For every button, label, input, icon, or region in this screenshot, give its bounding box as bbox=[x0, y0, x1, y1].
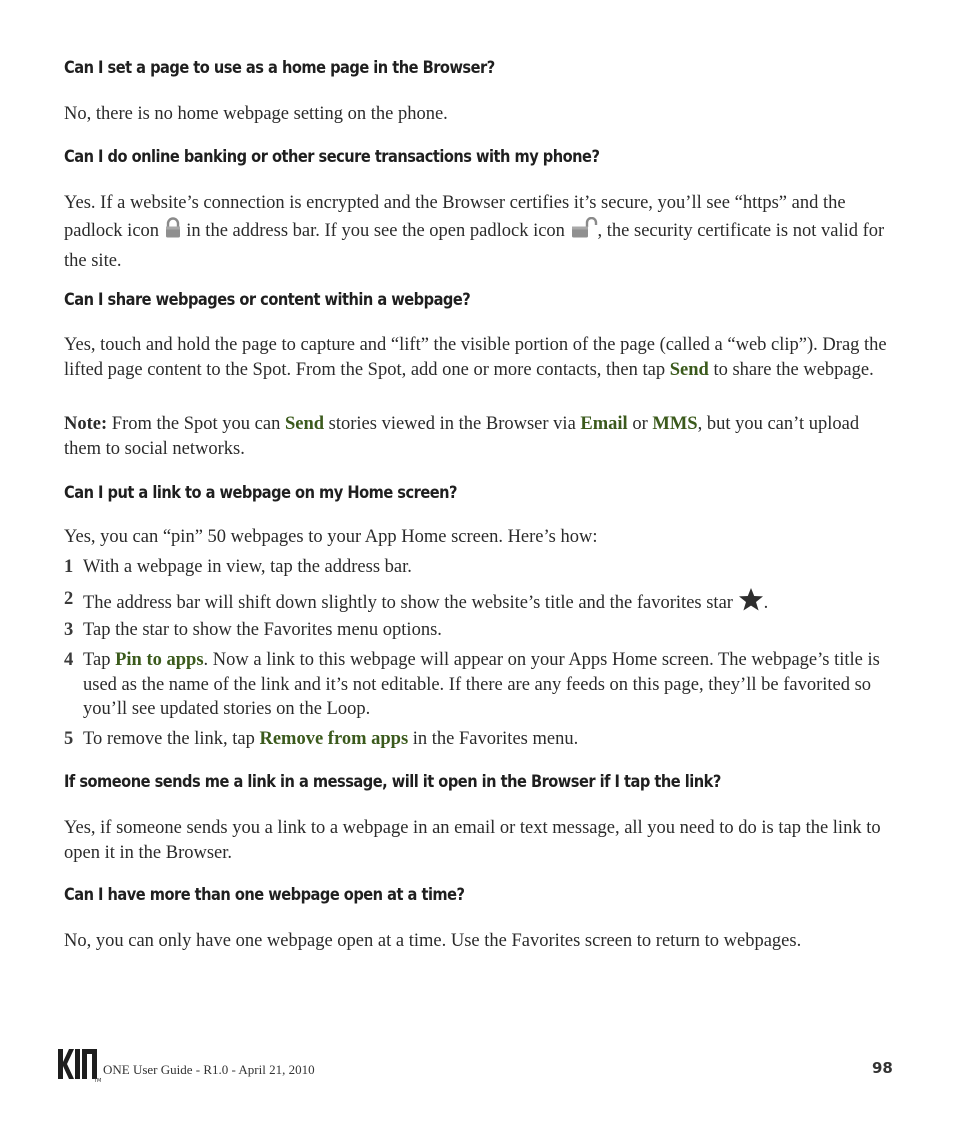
step-3 bbox=[64, 618, 890, 643]
step-text-pre: Tap bbox=[83, 650, 111, 670]
step-text-end: . bbox=[763, 593, 769, 613]
question-secure-transactions: Can I do online banking or other secure transactions with my phone? bbox=[64, 147, 600, 167]
question-home-page: Can I set a page to use as a home page in the Browser? bbox=[64, 58, 495, 78]
answer-message-link: Yes, if someone sends you a link to a webpage in an email or text message, all you need to do is tap the link to open it in the Browser. bbox=[64, 818, 881, 863]
step-2 bbox=[64, 587, 890, 619]
step-number: 5 bbox=[64, 729, 74, 749]
answer-text: to share the webpage. bbox=[713, 359, 874, 380]
step-text-pre: To remove the link, tap bbox=[83, 729, 255, 749]
note-text: or bbox=[632, 414, 648, 434]
note-text: From the Spot you can bbox=[111, 414, 281, 434]
answer-text: , the security certificate is not valid for the site. bbox=[64, 221, 885, 271]
send-link: Send bbox=[669, 359, 709, 380]
question-share-webpages: Can I share webpages or content within a webpage? bbox=[64, 290, 471, 310]
note-label: Note: bbox=[64, 414, 108, 434]
pin-to-apps-term: Pin to apps bbox=[115, 650, 204, 670]
answer-text: Yes. If a website’s connection is encrypted and the Browser certifies it’s secure, you’ll see “https” and the padlock icon bbox=[64, 193, 846, 241]
padlock-closed-icon bbox=[164, 217, 182, 248]
answer-home-page: No, there is no home webpage setting on the phone. bbox=[64, 104, 448, 124]
note-text: stories viewed in the Browser via bbox=[328, 414, 576, 434]
step-text bbox=[83, 727, 890, 752]
step-text bbox=[83, 648, 890, 722]
question-home-screen-link: Can I put a link to a webpage on my Home screen? bbox=[64, 483, 457, 503]
email-term: Email bbox=[580, 414, 628, 434]
favorites-star-icon bbox=[738, 587, 764, 619]
kin-logo bbox=[57, 1047, 103, 1088]
question-multiple-pages: Can I have more than one webpage open at a time? bbox=[64, 885, 465, 905]
remove-from-apps-term: Remove from apps bbox=[259, 729, 409, 749]
step-number: 2 bbox=[64, 589, 74, 609]
step-number: 1 bbox=[64, 557, 74, 577]
step-text: With a webpage in view, tap the address bar. bbox=[83, 557, 412, 577]
note-text: , but you can’t upload them to social networks. bbox=[64, 414, 860, 459]
step-number: 3 bbox=[64, 620, 74, 640]
mms-term: MMS bbox=[652, 414, 698, 434]
step-text-body: . Now a link to this webpage will appear on your Apps Home screen. The webpage’s title is used as the name of the link and it’s not editable. If there are any feeds on this page, they’ll be favorited so you’ll see updated stories on the Loop. bbox=[83, 650, 880, 719]
question-message-link: If someone sends me a link in a message, will it open in the Browser if I tap the link? bbox=[64, 772, 721, 792]
answer-multiple-pages: No, you can only have one webpage open at a time. Use the Favorites screen to return to webpages. bbox=[64, 931, 802, 951]
step-1 bbox=[64, 555, 890, 580]
page-number: 98 bbox=[872, 1059, 893, 1077]
step-text-body: The address bar will shift down slightly to show the website’s title and the favorites star bbox=[83, 593, 733, 613]
step-4 bbox=[64, 648, 890, 722]
step-number: 4 bbox=[64, 650, 74, 670]
step-text bbox=[83, 587, 890, 619]
home-screen-intro: Yes, you can “pin” 50 webpages to your App Home screen. Here’s how: bbox=[64, 527, 598, 547]
answer-text: in the address bar. If you see the open padlock icon bbox=[186, 221, 565, 241]
answer-share-webpages bbox=[64, 333, 890, 382]
trademark-mark: TM bbox=[94, 1078, 102, 1083]
step-text-body: in the Favorites menu. bbox=[412, 729, 579, 749]
step-text: Tap the star to show the Favorites menu options. bbox=[83, 620, 442, 640]
answer-text: Yes, touch and hold the page to capture and “lift” the visible portion of the page (called a “web clip”). Drag the lifted page content to the Spot. From the Spot, add one or more contacts, then tap bbox=[64, 335, 887, 380]
send-term: Send bbox=[284, 414, 325, 434]
note-share bbox=[64, 412, 890, 461]
padlock-open-icon bbox=[570, 217, 598, 248]
step-5 bbox=[64, 727, 890, 752]
footer-guide-title: ONE User Guide - R1.0 - April 21, 2010 bbox=[103, 1062, 315, 1077]
answer-secure-transactions bbox=[64, 190, 890, 275]
